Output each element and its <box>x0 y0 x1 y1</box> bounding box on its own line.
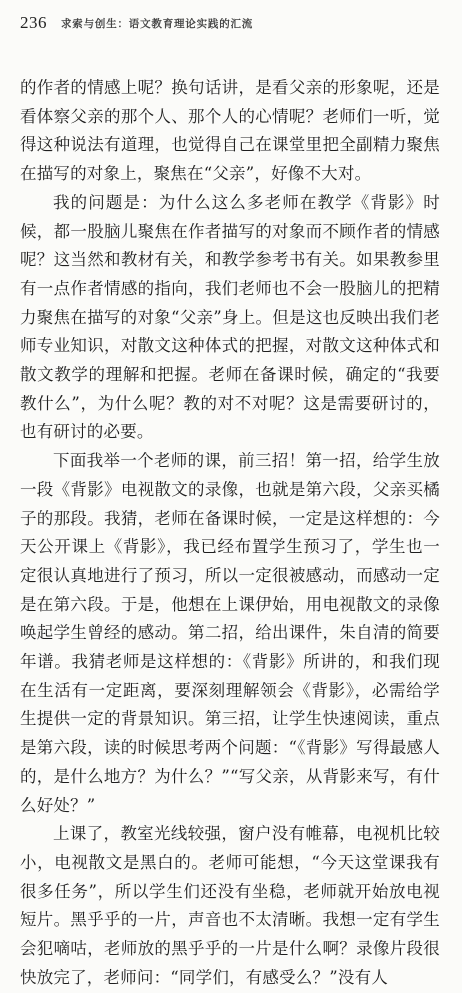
paragraph-continued: 的作者的情感上呢？换句话讲，是看父亲的形象呢，还是看体察父亲的那个人、那个人的心情呢？老师们一听，觉得这种说法有道理，也觉得自己在课堂里把全副精力聚焦在描写的对象上，聚焦在“父亲”，好像不大对。 <box>20 78 440 184</box>
page-number: 236 <box>20 13 47 32</box>
paragraph: 我的问题是：为什么这么多老师在教学《背影》时候，都一股脑儿聚焦在作者描写的对象而不顾作者的情感呢？这当然和教材有关，和教学参考书有关。如果教参里有一点作者情感的指向，我们老师也不会一股脑儿的把精力聚焦在描写的对象“父亲”身上。但是这也反映出我们老师专业知识，对散文这种体式的把握，对散文这种体式和散文教学的理解和把握。老师在备课时候，确定的“我要教什么”，为什么呢？教的对不对呢？这是需要研讨的，也有研讨的必要。 <box>20 192 440 442</box>
running-title: 求索与创生：语文教育理论实践的汇流 <box>61 17 254 30</box>
paragraph: 上课了，教室光线较强，窗户没有帷幕，电视机比较小，电视散文是黑白的。老师可能想，“今天这堂课我有很多任务”，所以学生们还没有坐稳，老师就开始放电视短片。黑乎乎的一片，声音也不太清晰。我想一定有学生会犯嘀咕，老师放的黑乎乎的一片是什么啊？录像片段很快放完了，老师问：“同学们，有感受么？”没有人 <box>20 824 440 987</box>
paragraph: 下面我举一个老师的课，前三招！第一招，给学生放一段《背影》电视散文的录像，也就是第六段，父亲买橘子的那段。我猜，老师在备课时候，一定是这样想的：今天公开课上《背影》，我已经布置学生预习了，学生也一定很认真地进行了预习，所以一定很被感动，而感动一定是在第六段。于是，他想在上课伊始，用电视散文的录像唤起学生曾经的感动。第二招，给出课件，朱自清的简要年谱。我猜老师是这样想的：《背影》所讲的，和我们现在生活有一定距离，要深刻理解领会《背影》，必需给学生提供一定的背景知识。第三招，让学生快速阅读，重点是第六段，读的时候思考两个问题：“《背影》写得最感人的，是什么地方？为什么？”“写父亲，从背影来写，有什么好处？” <box>20 451 440 815</box>
page-header <box>20 8 440 38</box>
page-body <box>20 74 440 993</box>
